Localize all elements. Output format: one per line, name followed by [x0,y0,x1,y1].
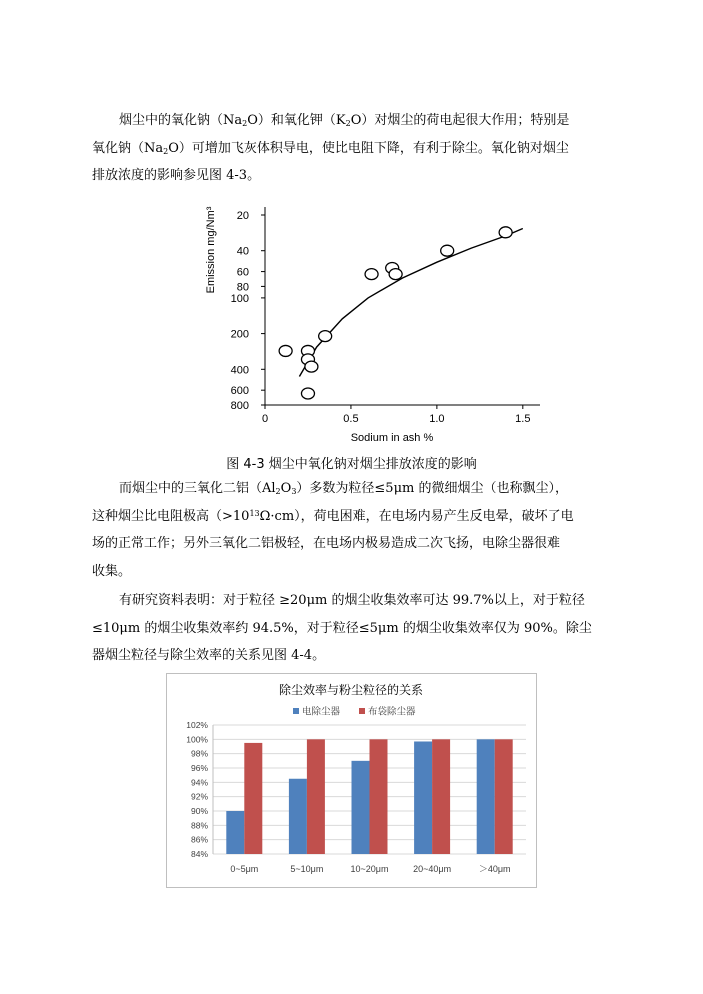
bar [414,741,432,854]
bar [244,743,262,854]
data-point [279,345,292,356]
y-tick-label: 100% [186,734,208,745]
y-tick-label: 40 [236,245,249,258]
y-tick-label: 98% [190,748,208,759]
legend-label: 布袋除尘器 [368,706,416,718]
data-point [319,331,332,342]
y-tick-label: 96% [190,763,208,773]
bar [352,761,370,854]
paragraph-line: 排放浓度的影响参见图 4-3。 [92,168,261,183]
y-axis-label: Emission mg/Nm³ [205,206,217,294]
y-tick-label: 84% [190,849,208,859]
bar [477,739,495,854]
y-tick-label: 90% [190,806,208,816]
bar [432,739,450,854]
chart-title: 除尘效率与粉尘粒径的关系 [278,683,424,697]
bar [495,739,513,854]
data-point [441,245,454,256]
y-tick-label: 20 [236,210,249,222]
bar [226,811,244,854]
x-tick-label: 20~40μm [413,864,452,874]
legend-swatch [359,708,365,714]
x-tick-label: 1.5 [515,413,531,425]
data-point [365,269,378,280]
x-tick-label: 0.5 [343,413,359,425]
trend-curve [299,229,522,377]
x-tick-label: 0~5μm [230,864,259,874]
bar [307,739,325,854]
data-point [389,269,402,280]
paragraph-line: 氧化钠$(Na_2O)$可增加飞灰体积导电，使比电阻下降，有利于除尘。氧化钠对烟尘 [92,140,569,156]
y-tick-label: 200 [230,328,249,341]
data-point [301,388,314,399]
data-point [499,227,512,238]
figure-caption: 图 4-3 烟尘中氧化钠对烟尘排放浓度的影响 [226,457,477,472]
y-tick-label: 94% [190,777,208,788]
paragraph-line: 收集。 [92,563,132,579]
bar [370,739,388,854]
efficiency-bar-chart [166,673,537,888]
paragraph-efficiency [92,587,607,670]
sodium-emission-scatter-chart [190,195,550,447]
paragraph-sodium-oxide [92,107,607,190]
paragraph-alumina [92,475,607,585]
legend-swatch [293,708,299,714]
y-tick-label: 80 [236,281,249,294]
x-tick-label: 5~10μm [290,864,324,874]
y-tick-label: 60 [236,266,249,279]
paragraph-line: 场的正常工作；另外三氧化二铝极轻，在电场内极易造成二次飞扬，电除尘器很难 [92,536,561,551]
x-tick-label: 1.0 [429,413,445,425]
y-tick-label: 102% [186,720,208,730]
y-tick-label: 600 [230,385,249,398]
paragraph-line: 器烟尘粒径与除尘效率的关系见图 4-4。 [92,648,326,663]
paragraph-line: ≤10μm 的烟尘收集效率约 94.5%，对于粒径≤5μm 的烟尘收集效率仅为 90%。除尘 [92,620,592,636]
y-tick-label: 400 [230,364,249,377]
y-tick-label: 100 [230,292,249,305]
legend-label: 电除尘器 [302,706,341,718]
paragraph-line: 而烟尘中的三氧化二铝$(Al_2O_3)$多数为粒径≤5μm 的微细烟尘（也称飘尘）， [119,481,568,496]
paragraph-line: 这种烟尘比电阻极高$(>10^{13}\Omega\cdot cm)$，荷电困难，在电场内易产生反电晕，破坏了电 [92,508,574,524]
paragraph-line: 有研究资料表明：对于粒径 ≥20μm 的烟尘收集效率可达 99.7%以上，对于粒径 [119,593,585,608]
y-tick-label: 800 [230,400,249,412]
paragraph-line: 烟尘中的氧化钠$(Na_2O)$和氧化钾$(K_2O)$对烟尘的荷电起很大作用；特别是 [119,113,570,128]
y-tick-label: 88% [190,820,208,831]
x-tick-label: 10~20μm [350,864,389,874]
bar [289,779,307,854]
x-axis-label: Sodium in ash % [350,432,434,444]
x-tick-label: 0 [261,413,269,425]
y-tick-label: 86% [190,834,208,845]
data-point [305,361,318,372]
y-tick-label: 92% [190,791,208,802]
x-tick-label: ＞40μm [478,864,511,874]
